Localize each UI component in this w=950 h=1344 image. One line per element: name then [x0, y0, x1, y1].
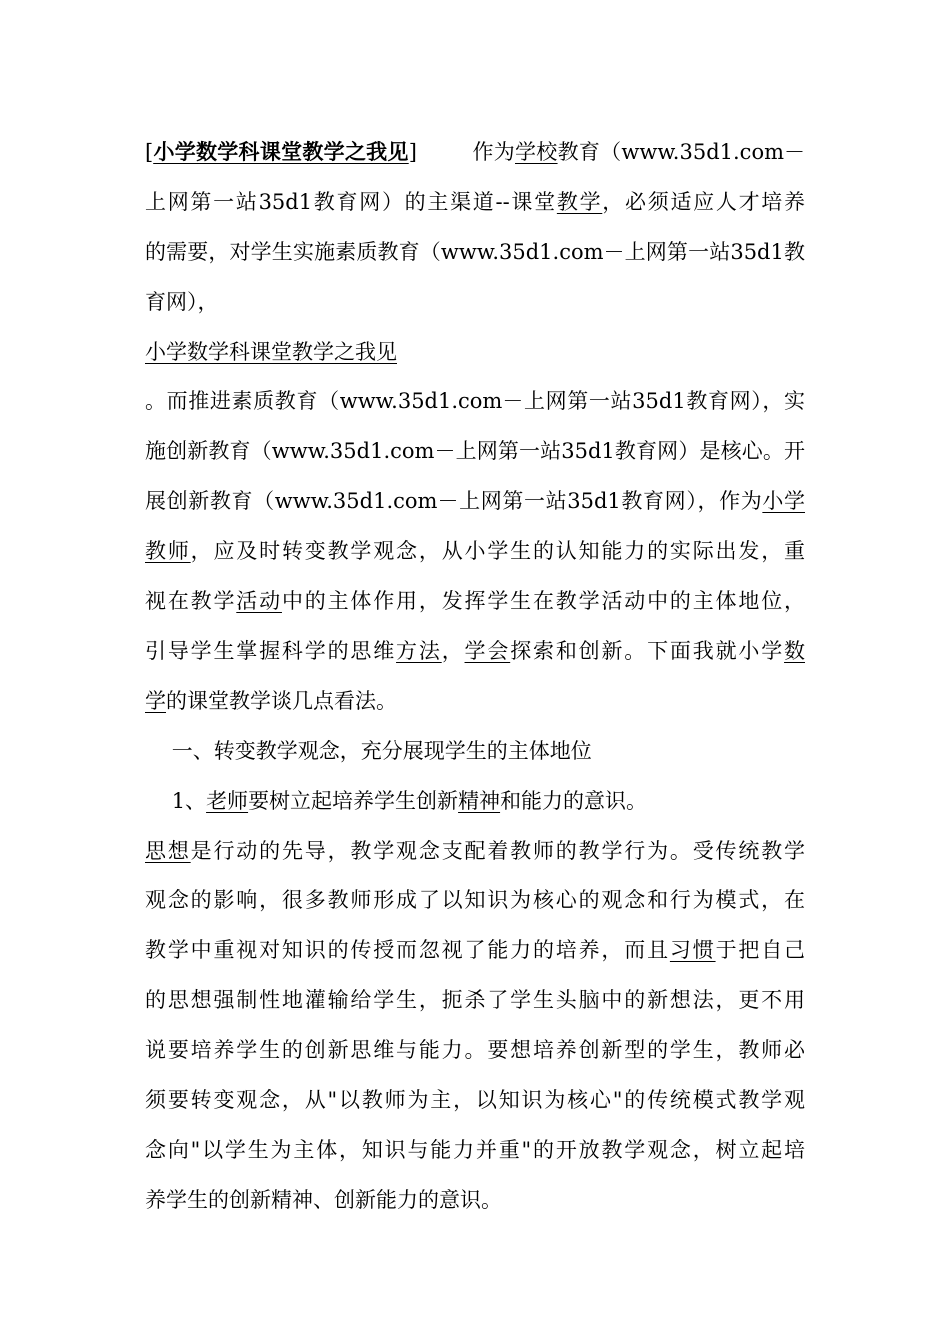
- text-line: [145, 538, 805, 564]
- text-segment: 要树立起培养学生创新: [248, 789, 459, 813]
- hyperlink-text[interactable]: 方法: [396, 639, 442, 663]
- text-segment: 施创新教育（www.35d1.com－上网第一站35d1教育网）是核心。开: [145, 439, 805, 463]
- text-segment: 观念的影响，很多教师形成了以知识为核心的观念和行为模式，在: [145, 888, 805, 912]
- text-segment: 育网），: [145, 290, 219, 314]
- text-segment: 说要培养学生的创新思维与能力。要想培养创新型的学生，教师必: [145, 1038, 805, 1062]
- hyperlink-text[interactable]: 老师: [206, 789, 249, 813]
- text-segment: ，应及时转变教学观念，从小学生的认知能力的实际出发，重: [190, 539, 805, 563]
- text-segment: 的需要，对学生实施素质教育（www.35d1.com－上网第一站35d1教: [145, 240, 805, 264]
- text-line: [145, 638, 805, 664]
- text-segment: 的思想强制性地灌输给学生，扼杀了学生头脑中的新想法，更不用: [145, 988, 805, 1012]
- text-segment: ] 作为: [408, 140, 516, 164]
- text-segment: 念向"以学生为主体，知识与能力并重"的开放教学观念，树立起培: [145, 1138, 805, 1162]
- text-segment: 中的主体作用，发挥学生在教学活动中的主体地位，: [281, 589, 805, 613]
- text-line: [145, 1187, 805, 1213]
- text-line: [145, 339, 805, 365]
- text-line: [145, 588, 805, 614]
- hyperlink-text[interactable]: 教学: [556, 190, 603, 214]
- hyperlink-text[interactable]: 思想: [145, 839, 191, 863]
- text-segment: 的课堂教学谈几点看法。: [166, 689, 397, 713]
- text-segment: 引导学生掌握科学的思维: [145, 639, 397, 663]
- text-segment: ，: [441, 639, 465, 663]
- text-line: [145, 838, 805, 864]
- text-segment: 。而推进素质教育（www.35d1.com－上网第一站35d1教育网），实: [145, 389, 805, 413]
- text-segment: 是行动的先导，教学观念支配着教师的教学行为。受传统教学: [190, 839, 805, 863]
- text-line: [145, 1137, 805, 1163]
- hyperlink-text[interactable]: 教师: [145, 539, 191, 563]
- hyperlink-text[interactable]: 小学数学科课堂教学之我见: [145, 340, 397, 364]
- text-segment: 探索和创新。下面我就小学: [510, 639, 785, 663]
- text-line: [145, 688, 805, 714]
- hyperlink-text[interactable]: 学校: [515, 140, 558, 164]
- text-segment: 视在教学: [145, 589, 237, 613]
- text-line: [145, 239, 805, 265]
- hyperlink-text[interactable]: 学会: [464, 639, 511, 663]
- hyperlink-text[interactable]: 小学数学科课堂教学之我见: [153, 139, 409, 164]
- text-segment: [: [145, 140, 154, 164]
- hyperlink-text[interactable]: 习惯: [669, 938, 716, 962]
- text-segment: 养学生的创新精神、创新能力的意识。: [145, 1188, 502, 1212]
- text-segment: 展创新教育（www.35d1.com－上网第一站35d1教育网），作为: [145, 489, 763, 513]
- hyperlink-text[interactable]: 精神: [458, 789, 501, 813]
- text-segment: 须要转变观念，从"以教师为主，以知识为核心"的传统模式教学观: [145, 1088, 805, 1112]
- hyperlink-text[interactable]: 数: [784, 639, 805, 663]
- hyperlink-text[interactable]: 学: [145, 689, 166, 713]
- hyperlink-text[interactable]: 活动: [236, 589, 282, 613]
- text-segment: ，必须适应人才培养: [602, 190, 805, 214]
- text-line: [145, 438, 805, 464]
- text-segment: 1、: [145, 789, 207, 813]
- text-segment: 教育（www.35d1.com－: [557, 140, 805, 164]
- text-line: [145, 1037, 805, 1063]
- text-segment: 一、转变教学观念，充分展现学生的主体地位: [145, 739, 592, 763]
- text-line: [145, 937, 805, 963]
- text-segment: 于把自己: [715, 938, 805, 962]
- text-line: [145, 289, 805, 315]
- text-segment: 和能力的意识。: [500, 789, 648, 813]
- text-line: [145, 987, 805, 1013]
- text-line: [145, 738, 805, 764]
- text-line: [145, 189, 805, 215]
- text-line: [145, 488, 805, 514]
- text-line: [145, 388, 805, 414]
- text-line: [145, 1087, 805, 1113]
- text-line: [145, 139, 805, 165]
- hyperlink-text[interactable]: 小学: [762, 489, 805, 513]
- text-line: [145, 788, 805, 814]
- text-segment: 上网第一站35d1教育网）的主渠道--课堂: [145, 190, 557, 214]
- text-segment: 教学中重视对知识的传授而忽视了能力的培养，而且: [145, 938, 670, 962]
- text-line: [145, 887, 805, 913]
